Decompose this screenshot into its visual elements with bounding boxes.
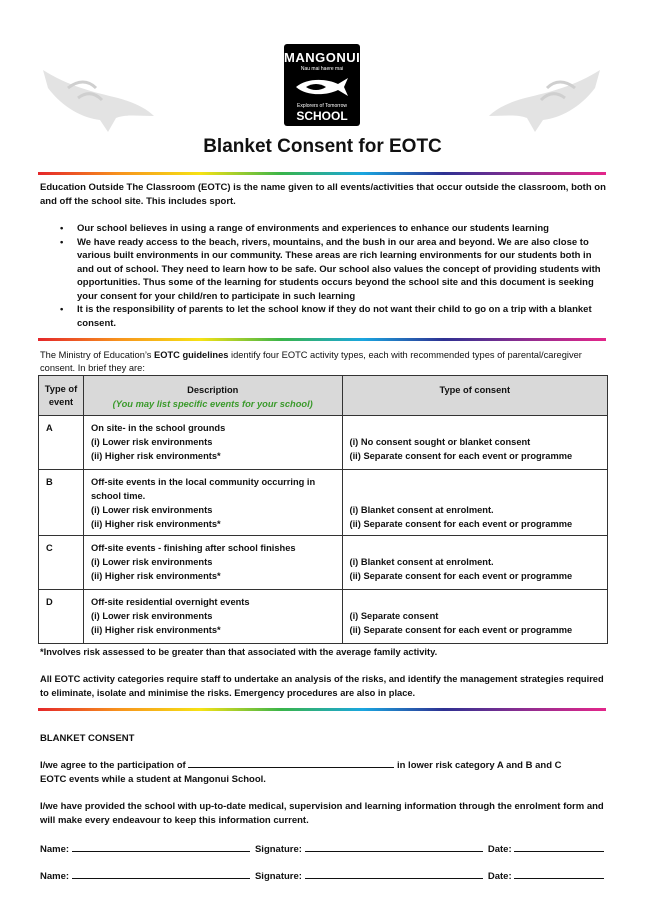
- name-label-2: Name:: [40, 871, 70, 882]
- logo-line1: MANGONUI: [284, 50, 361, 65]
- signature-row-2: [40, 869, 606, 884]
- row-consent: [342, 536, 608, 590]
- page-title: Blanket Consent for EOTC: [203, 136, 442, 157]
- row-description: [83, 536, 342, 590]
- description-line: (ii) Higher risk environments*: [90, 518, 221, 529]
- row-type: C: [39, 536, 84, 590]
- row-description: [83, 470, 342, 536]
- bullet-list: [60, 222, 608, 330]
- row-consent: [342, 590, 608, 644]
- agree-paragraph: [40, 758, 606, 786]
- name-label-1: Name:: [40, 844, 70, 855]
- date-label-2: Date:: [487, 871, 512, 882]
- agree-pre: I/we agree to the participation of: [40, 760, 186, 771]
- bullet-item: • Our school believes in using a range of environments and experiences to enhance our students learning: [60, 222, 608, 236]
- header-consent: Type of consent: [342, 376, 608, 416]
- description-line: (ii) Higher risk environments*: [90, 570, 221, 581]
- consent-line: (i) No consent sought or blanket consent: [349, 437, 531, 448]
- date-field-2[interactable]: [514, 869, 604, 879]
- row-description: [83, 416, 342, 470]
- table-row: [39, 470, 608, 536]
- logo-line2: Nau mai haere mai: [300, 66, 344, 72]
- signature-field-1[interactable]: [305, 842, 483, 852]
- consent-line: (i) Blanket consent at enrolment.: [349, 557, 494, 568]
- description-line: On site- in the school grounds: [90, 423, 226, 434]
- row-type: A: [39, 416, 84, 470]
- ministry-paragraph: [40, 349, 606, 374]
- logo-line4: SCHOOL: [296, 109, 348, 123]
- provided-paragraph: I/we have provided the school with up-to-date medical, supervision and learning information through the enrolment form and will make every endeavour to keep this information current.: [40, 801, 604, 826]
- header-description-note: (You may list specific events for your school): [112, 398, 313, 409]
- signature-row-1: [40, 842, 606, 857]
- consent-line: (i) Blanket consent at enrolment.: [349, 504, 494, 515]
- student-name-field[interactable]: [188, 758, 394, 768]
- bullet-item: • We have ready access to the beach, rivers, mountains, and the bush in our area and beyond. We are also close to various built environments in our community. These areas are rich learning environments for our students both in and out of school. They need to learn how to be safe. Our school also values the concept of providing students with opportunities. Thus some of the learning for students occurs beyond the school site and this document is seeking your consent for your child/ren to participate in such learning: [60, 236, 608, 304]
- consent-line: (ii) Separate consent for each event or programme: [349, 518, 573, 529]
- fish-icon: [294, 76, 350, 98]
- header-description-label: Description: [187, 385, 239, 395]
- description-line: (i) Lower risk environments: [90, 437, 213, 448]
- row-consent: [342, 470, 608, 536]
- consent-line: (ii) Separate consent for each event or programme: [349, 570, 573, 581]
- intro-paragraph: Education Outside The Classroom (EOTC) is the name given to all events/activities that occur outside the classroom, both on and off the school site. This includes sport.: [40, 182, 606, 207]
- row-type: B: [39, 470, 84, 536]
- row-description: [83, 590, 342, 644]
- description-line: (i) Lower risk environments: [90, 504, 213, 515]
- name-field-2[interactable]: [72, 869, 250, 879]
- date-label-1: Date:: [487, 844, 512, 855]
- rainbow-divider-1: [38, 172, 606, 175]
- footnote: *Involves risk assessed to be greater than that associated with the average family activity.: [40, 647, 438, 657]
- signature-label-1: Signature:: [254, 844, 302, 855]
- description-line: (i) Lower risk environments: [90, 557, 213, 568]
- signature-field-2[interactable]: [305, 869, 483, 879]
- name-field-1[interactable]: [72, 842, 250, 852]
- blanket-consent-heading: BLANKET CONSENT: [40, 733, 135, 744]
- row-type: D: [39, 590, 84, 644]
- description-line: Off-site residential overnight events: [90, 597, 250, 608]
- table-row: [39, 416, 608, 470]
- shark-watermark-right: [485, 58, 605, 138]
- consent-line: (i) Separate consent: [349, 611, 439, 622]
- risk-note: All EOTC activity categories require staff to undertake an analysis of the risks, and identify the management strategies required to eliminate, isolate and minimise the risks. Emergency procedures are also in place.: [40, 674, 604, 698]
- school-logo: [284, 44, 360, 126]
- ministry-post: identify four EOTC activity types, each with recommended types of parental/caregiver consent. In brief they are:: [40, 350, 582, 373]
- bullet-item: • It is the responsibility of parents to let the school know if they do not want their child to go on a trip with a blanket consent.: [60, 303, 608, 330]
- description-line: (ii) Higher risk environments*: [90, 624, 221, 635]
- signature-label-2: Signature:: [254, 871, 302, 882]
- rainbow-divider-3: [38, 708, 606, 711]
- consent-line: (ii) Separate consent for each event or programme: [349, 624, 573, 635]
- table-header-row: [39, 376, 608, 416]
- shark-watermark-left: [38, 58, 158, 138]
- agree-line2: EOTC events while a student at Mangonui School.: [40, 773, 266, 785]
- description-line: (ii) Higher risk environments*: [90, 450, 221, 461]
- header-description: [83, 376, 342, 416]
- ministry-guidelines-bold: EOTC guidelines: [154, 350, 229, 360]
- date-field-1[interactable]: [514, 842, 604, 852]
- description-line: (i) Lower risk environments: [90, 611, 213, 622]
- logo-line3: Explorers of Tomorrow: [297, 103, 347, 109]
- eotc-table: [38, 375, 608, 644]
- rainbow-divider-2: [38, 338, 606, 341]
- ministry-pre: The Ministry of Education’s: [40, 350, 155, 360]
- row-consent: [342, 416, 608, 470]
- description-line: Off-site events - finishing after school finishes: [90, 543, 296, 554]
- header-type: Type of event: [39, 376, 84, 416]
- table-row: [39, 536, 608, 590]
- table-row: [39, 590, 608, 644]
- consent-line: (ii) Separate consent for each event or programme: [349, 450, 573, 461]
- agree-post: in lower risk category A and B and C: [396, 760, 562, 771]
- description-line: Off-site events in the local community occurring in school time.: [90, 477, 316, 502]
